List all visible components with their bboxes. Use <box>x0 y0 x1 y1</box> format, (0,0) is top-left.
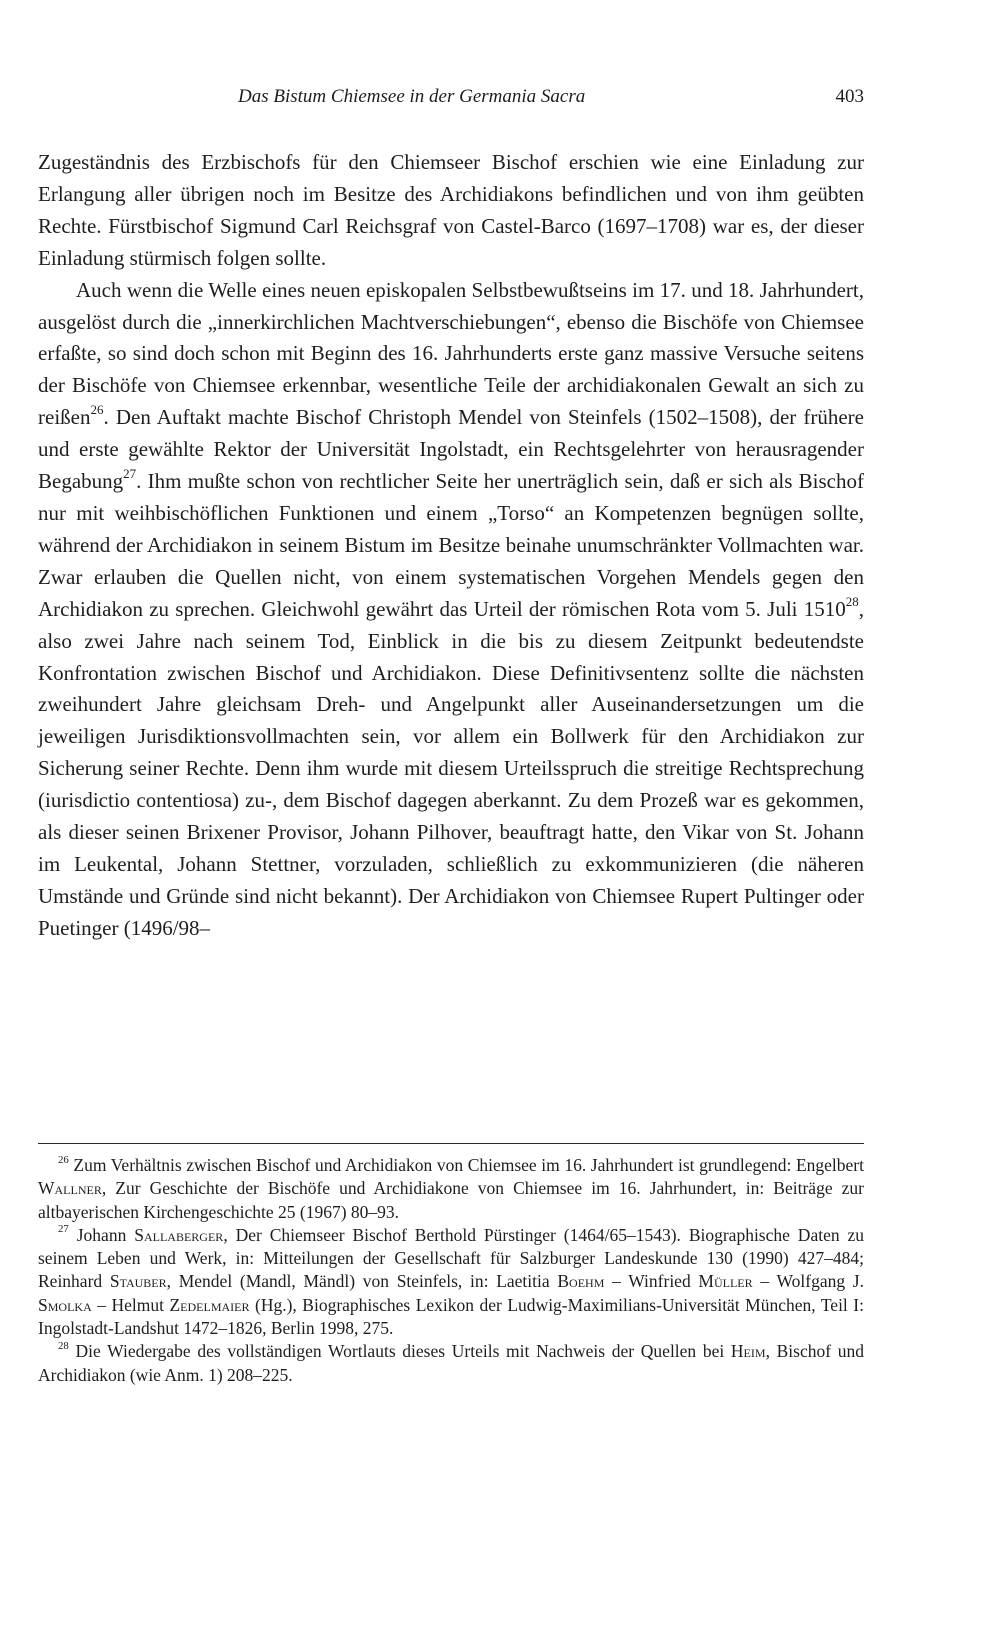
paragraph-1 <box>38 147 864 275</box>
running-header <box>38 86 864 116</box>
author-name: Heim <box>730 1341 766 1362</box>
footnote-text: – Helmut <box>91 1294 170 1315</box>
paragraph-2-text-d: , also zwei Jahre nach seinem Tod, Einblick in die bis zu diesem Zeitpunkt bedeutendste Konfrontation zwischen Bischof und Archidiakon. Diese Definitivsentenz sollte die nächsten zweihundert Jahre gleichsam Dreh- und Angelpunkt aller Auseinandersetzungen um die jeweiligen Jurisdiktionsvollmachten sein, vor allem ein Bollwerk für den Archidiakon zur Sicherung seiner Rechte. Denn ihm wurde mit diesem Urteilsspruch die streitige Rechtsprechung (iurisdictio contentiosa) zu-, dem Bischof dagegen aberkannt. Zu dem Prozeß war es gekommen, als dieser seinen Brixener Provisor, Johann Pilhover, beauftragt hatte, den Vikar von St. Johann im Leukental, Johann Stettner, vorzuladen, schließlich zu exkommunizieren (die näheren Umstände und Gründe sind nicht bekannt). Der Archidiakon von Chiemsee Rupert Pultinger oder Puetinger (1496/98– <box>38 596 864 940</box>
paragraph-2-text-c: . Ihm mußte schon von rechtlicher Seite her unerträglich sein, daß er sich als Bischof nur mit weihbischöflichen Funktionen und einem „Torso“ an Kompetenzen begnügen sollte, während der Archidiakon in seinem Bistum im Besitze beinahe unumschränkter Vollmachten war. Zwar erlauben die Quellen nicht, von einem systematischen Vorgehen Mendels gegen den Archidiakon zu sprechen. Gleichwohl gewährt das Urteil der römischen Rota vom 5. Juli 1510 <box>38 469 864 621</box>
footnote-28 <box>38 1340 864 1387</box>
footnote-27 <box>38 1224 864 1340</box>
footnote-text: Johann <box>76 1224 135 1245</box>
footnote-number: 27 <box>58 1223 69 1236</box>
footnote-text: – Wolfgang J. <box>752 1271 864 1292</box>
footnote-number: 26 <box>58 1153 69 1166</box>
footnote-ref-26[interactable]: 26 <box>90 402 104 418</box>
page-number: 403 <box>835 86 864 107</box>
author-name: Smolka <box>38 1294 92 1315</box>
paragraph-1-text: Zugeständnis des Erzbischofs für den Chiemseer Bischof erschien wie eine Einladung zur Erlangung aller übrigen noch im Besitze des Archidiakons befindlichen und von ihm geübten Rechte. Fürstbischof Sigmund Carl Reichsgraf von Castel-Barco (1697–1708) war es, der dieser Einladung stürmisch folgen sollte. <box>38 150 864 270</box>
main-text <box>38 147 864 945</box>
footnote-26 <box>38 1154 864 1224</box>
footnote-ref-28[interactable]: 28 <box>845 593 859 609</box>
author-name: Boehm <box>557 1271 605 1292</box>
footnote-text: Die Wiedergabe des vollständigen Wortlauts dieses Urteils mit Nachweis der Quellen bei <box>75 1341 731 1362</box>
footnotes <box>38 1154 864 1387</box>
footnote-number: 28 <box>58 1339 69 1352</box>
paragraph-2-text-b: . Den Auftakt machte Bischof Christoph Mendel von Steinfels (1502–1508), der frühere und erste gewählte Rektor der Universität Ingolstadt, ein Rechtsgelehrter von herausragender Begabung <box>38 405 864 494</box>
author-name: Zedelmaier <box>169 1294 250 1315</box>
footnote-text: , Zur Geschichte der Bischöfe und Archidiakone von Chiemsee im 16. Jahrhundert, in: Beiträge zur altbayerischen Kirchengeschichte 25 (1967) 80–93. <box>38 1178 864 1222</box>
footnote-text: , Bischof und Archidiakon (wie Anm. 1) 208–225. <box>38 1341 864 1385</box>
paragraph-2 <box>38 275 864 945</box>
footnote-text: , Mendel (Mandl, Mändl) von Steinfels, in: Laetitia <box>166 1271 558 1292</box>
running-title: Das Bistum Chiemsee in der Germania Sacra <box>238 86 586 107</box>
footnote-divider <box>38 1143 864 1144</box>
footnote-text: (Hg.), Biographisches Lexikon der Ludwig-Maximilians-Universität München, Teil I: Ingolstadt-Landshut 1472–1826, Berlin 1998, 275. <box>38 1294 864 1339</box>
footnote-text: , Der Chiemseer Bischof Berthold Pürstinger (1464/65–1543). Biographische Daten zu seinem Leben und Werk, in: Mitteilungen der Gesellschaft für Salzburger Landeskunde 130 (1990) 427–484; Reinhard <box>38 1224 865 1292</box>
footnote-text: – Winfried <box>604 1271 699 1292</box>
paragraph-2-text-a: Auch wenn die Welle eines neuen episkopalen Selbstbewußtseins im 17. und 18. Jahrhundert, ausgelöst durch die „innerkirchlichen Machtverschiebungen“, ebenso die Bischöfe von Chiemsee erfaßte, so sind doch schon mit Beginn des 16. Jahrhunderts erste ganz massive Versuche seitens der Bischöfe von Chiemsee erkennbar, wesentliche Teile der archidiakonalen Gewalt an sich zu reißen <box>38 277 864 430</box>
footnote-text: Zum Verhältnis zwischen Bischof und Archidiakon von Chiemsee im 16. Jahrhundert ist grundlegend: Engelbert <box>73 1155 865 1175</box>
footnote-ref-27[interactable]: 27 <box>123 466 137 482</box>
author-name: Wallner <box>38 1178 102 1199</box>
author-name: Müller <box>698 1271 753 1292</box>
author-name: Sallaberger <box>134 1224 224 1245</box>
author-name: Stauber <box>109 1271 167 1292</box>
